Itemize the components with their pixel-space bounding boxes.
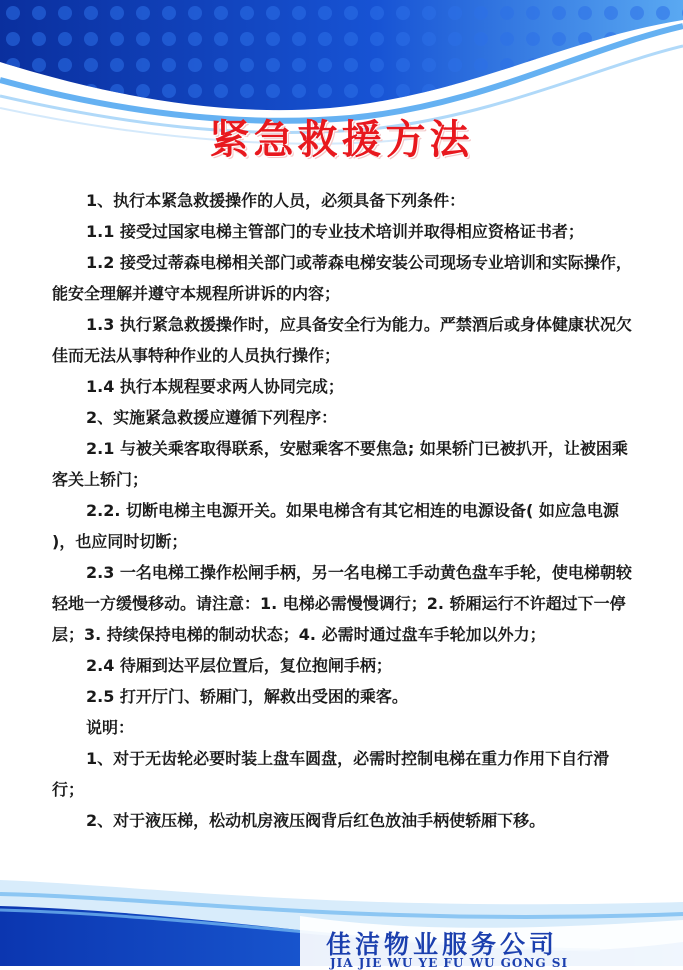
paragraph: 1.2 接受过蒂森电梯相关部门或蒂森电梯安装公司现场专业培训和实际操作，能安全理解并遵守本规程所讲诉的内容； <box>52 253 632 303</box>
company-name: 佳洁物业服务公司 <box>326 930 559 959</box>
page-title: 紧急救援方法 <box>209 117 474 163</box>
paragraph: 2.1 与被关乘客取得联系，安慰乘客不要焦急; 如果轿门已被扒开，让被困乘客关上轿门； <box>52 439 628 489</box>
paragraph: 1.3 执行紧急救援操作时，应具备安全行为能力。严禁酒后或身体健康状况欠佳而无法从事特种作业的人员执行操作； <box>52 315 632 365</box>
paragraph: 2.3 一名电梯工操作松闸手柄，另一名电梯工手动黄色盘车手轮，使电梯朝较轻地一方缓慢移动。请注意：1. 电梯必需慢慢调行；2. 轿厢运行不许超过下一停层；3. 持续保持电梯的制动状态；4. 必需时通过盘车手轮加以外力； <box>52 563 632 644</box>
paragraph: 2.5 打开厅门、轿厢门，解救出受困的乘客。 <box>86 687 408 706</box>
paragraph: 1.4 执行本规程要求两人协同完成； <box>86 377 344 396</box>
paragraph: 2.4 待厢到达平层位置后，复位抱闸手柄； <box>86 656 392 675</box>
document-body <box>52 185 632 836</box>
paragraph: 2.2. 切断电梯主电源开关。如果电梯含有其它相连的电源设备( 如应急电源 )，也应同时切断； <box>52 501 619 551</box>
paragraph: 1、执行本紧急救援操作的人员，必须具备下列条件： <box>86 191 466 210</box>
paragraph: 1.1 接受过国家电梯主管部门的专业技术培训并取得相应资格证书者； <box>86 222 584 241</box>
paragraph: 2、实施紧急救援应遵循下列程序： <box>86 408 338 427</box>
company-pinyin: JIA JIE WU YE FU WU GONG SI <box>330 956 569 970</box>
paragraph: 2、对于液压梯，松动机房液压阀背后红色放油手柄使轿厢下移。 <box>86 811 546 830</box>
paragraph: 说明： <box>86 718 135 737</box>
paragraph: 1、对于无齿轮必要时装上盘车圆盘，必需时控制电梯在重力作用下自行滑行； <box>52 749 610 799</box>
